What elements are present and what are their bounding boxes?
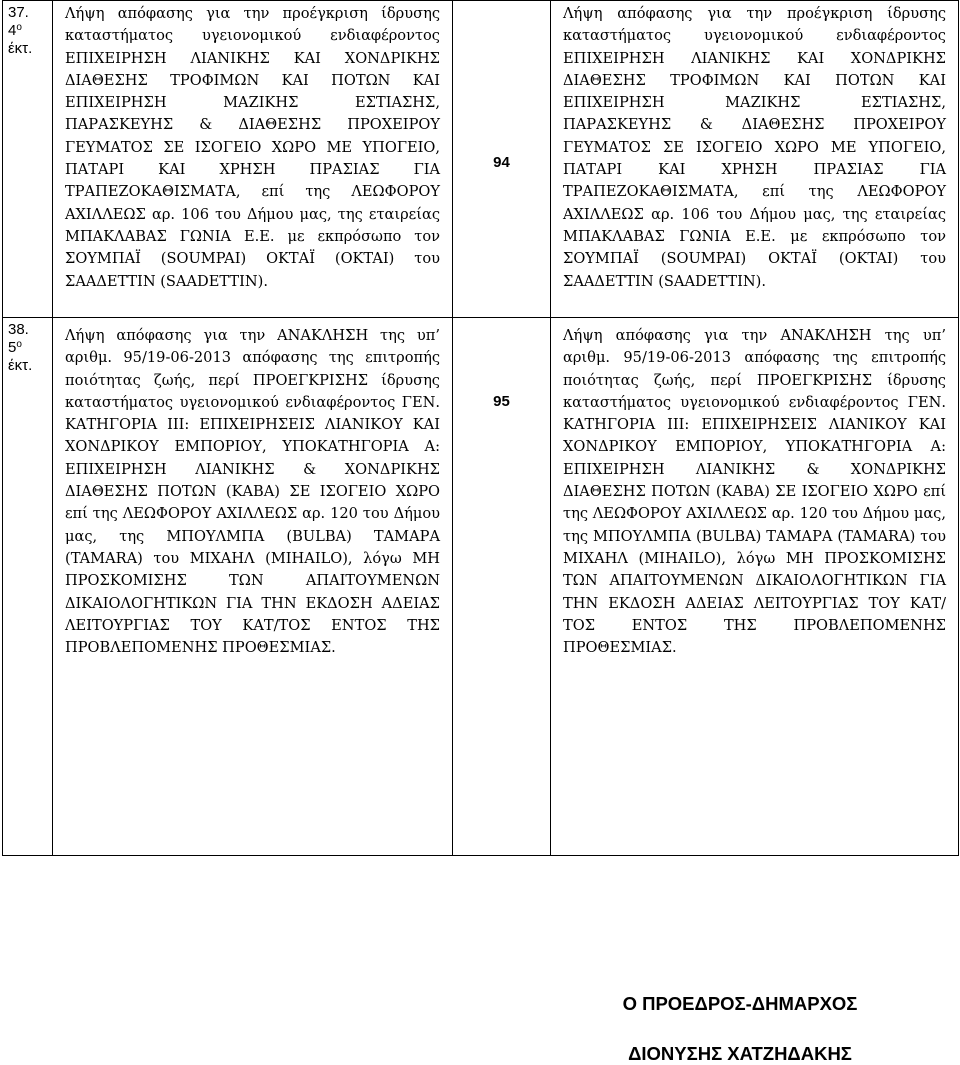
table-row (3, 318, 959, 856)
item-number-cell (3, 1, 53, 318)
day-number: 4 (8, 22, 17, 39)
day-ordinal-suffix: ο (16, 22, 22, 33)
signatory-title: Ο ΠΡΟΕΔΡΟΣ-ΔΗΜΑΡΧΟΣ (622, 993, 858, 1014)
decisions-table (2, 0, 959, 856)
signatory-name: ΔΙΟΝΥΣΗΣ ΧΑΤΖΗΔΑΚΗΣ (628, 1043, 852, 1064)
decision-text: Λήψη απόφασης για την ΑΝΑΚΛΗΣΗ της υπ’ αριθμ. 95/19-06-2013 απόφασης της επιτροπής ποιότητας ζωής, περί ΠΡΟΕΓΚΡΙΣΗΣ ίδρυσης καταστήματος υγειονομικού ενδιαφέροντος ΓΕΝ. ΚΑΤΗΓΟΡΙΑ ΙΙΙ: ΕΠΙΧΕΙΡΗΣΕΙΣ ΛΙΑΝΙΚΟΥ ΚΑΙ ΧΟΝΔΡΙΚΟΥ ΕΜΠΟΡΙΟΥ, ΥΠΟΚΑΤΗΓΟΡΙΑ Α: ΕΠΙΧΕΙΡΗΣΗ ΛΙΑΝΙΚΗΣ & ΧΟΝΔΡΙΚΗΣ ΔΙΑΘΕΣΗΣ ΠΟΤΩΝ (ΚΑΒΑ) ΣΕ ΙΣΟΓΕΙΟ ΧΩΡΟ επί της ΛΕΩΦΟΡΟΥ ΑΧΙΛΛΕΩΣ αρ. 120 του Δήμου μας, της ΜΠΟΥΛΜΠΑ (BULBA) ΤΑΜΑΡΑ (TAMARA) του ΜΙΧΑΗΛ (MIHAILO), λόγω ΜΗ ΠΡΟΣΚΟΜΙΣΗΣ ΤΩΝ ΑΠΑΙΤΟΥΜΕΝΩΝ ΔΙΚΑΙΟΛΟΓΗΤΙΚΩΝ ΓΙΑ ΤΗΝ ΕΚΔΟΣΗ ΑΔΕΙΑΣ ΛΕΙΤΟΥΡΓΙΑΣ ΤΟΥ ΚΑΤ/ΤΟΣ ΕΝΤΟΣ ΤΗΣ ΠΡΟΒΛΕΠΟΜΕΝΗΣ ΠΡΟΘΕΣΜΙΑΣ. (551, 318, 959, 856)
day-ordinal-suffix: ο (16, 339, 22, 350)
decision-number: 94 (493, 154, 510, 171)
item-subject: Λήψη απόφασης για την ΑΝΑΚΛΗΣΗ της υπ’ αριθμ. 95/19-06-2013 απόφασης της επιτροπής ποιότητας ζωής, περί ΠΡΟΕΓΚΡΙΣΗΣ ίδρυσης καταστήματος υγειονομικού ενδιαφέροντος ΓΕΝ. ΚΑΤΗΓΟΡΙΑ ΙΙΙ: ΕΠΙΧΕΙΡΗΣΕΙΣ ΛΙΑΝΙΚΟΥ ΚΑΙ ΧΟΝΔΡΙΚΟΥ ΕΜΠΟΡΙΟΥ, ΥΠΟΚΑΤΗΓΟΡΙΑ Α: ΕΠΙΧΕΙΡΗΣΗ ΛΙΑΝΙΚΗΣ & ΧΟΝΔΡΙΚΗΣ ΔΙΑΘΕΣΗΣ ΠΟΤΩΝ (ΚΑΒΑ) ΣΕ ΙΣΟΓΕΙΟ ΧΩΡΟ επί της ΛΕΩΦΟΡΟΥ ΑΧΙΛΛΕΩΣ αρ. 120 του Δήμου μας, της ΜΠΟΥΛΜΠΑ (BULBA) ΤΑΜΑΡΑ (TAMARA) του ΜΙΧΑΗΛ (MIHAILO), λόγω ΜΗ ΠΡΟΣΚΟΜΙΣΗΣ ΤΩΝ ΑΠΑΙΤΟΥΜΕΝΩΝ ΔΙΚΑΙΟΛΟΓΗΤΙΚΩΝ ΓΙΑ ΤΗΝ ΕΚΔΟΣΗ ΑΔΕΙΑΣ ΛΕΙΤΟΥΡΓΙΑΣ ΤΟΥ ΚΑΤ/ΤΟΣ ΕΝΤΟΣ ΤΗΣ ΠΡΟΒΛΕΠΟΜΕΝΗΣ ΠΡΟΘΕΣΜΙΑΣ. (53, 318, 453, 856)
decision-number: 95 (493, 393, 510, 410)
decision-number-cell (453, 318, 551, 856)
day-number: 5 (8, 339, 17, 356)
decision-number-cell (453, 1, 551, 318)
decision-text: Λήψη απόφασης για την προέγκριση ίδρυσης καταστήματος υγειονομικού ενδιαφέροντος ΕΠΙΧΕΙΡΗΣΗ ΛΙΑΝΙΚΗΣ ΚΑΙ ΧΟΝΔΡΙΚΗΣ ΔΙΑΘΕΣΗΣ ΤΡΟΦΙΜΩΝ ΚΑΙ ΠΟΤΩΝ ΚΑΙ ΕΠΙΧΕΙΡΗΣΗ ΜΑΖΙΚΗΣ ΕΣΤΙΑΣΗΣ, ΠΑΡΑΣΚΕΥΗΣ & ΔΙΑΘΕΣΗΣ ΠΡΟΧΕΙΡΟΥ ΓΕΥΜΑΤΟΣ ΣΕ ΙΣΟΓΕΙΟ ΧΩΡΟ ΜΕ ΥΠΟΓΕΙΟ, ΠΑΤΑΡΙ ΚΑΙ ΧΡΗΣΗ ΠΡΑΣΙΑΣ ΓΙΑ ΤΡΑΠΕΖΟΚΑΘΙΣΜΑΤΑ, επί της ΛΕΩΦΟΡΟΥ ΑΧΙΛΛΕΩΣ αρ. 106 του Δήμου μας, της εταιρείας ΜΠΑΚΛΑΒΑΣ ΓΩΝΙΑ Ε.Ε. με εκπρόσωπο τον ΣΟΥΜΠΑΪ (SOUMPAI) ΟΚΤΑΪ (OKTAI) του ΣΑΑΔΕΤΤΙΝ (SAADETTIN). (551, 1, 959, 318)
day-label: έκτ. (8, 357, 33, 374)
item-number: 38. (8, 321, 29, 338)
day-label: έκτ. (8, 40, 33, 57)
item-subject: Λήψη απόφασης για την προέγκριση ίδρυσης καταστήματος υγειονομικού ενδιαφέροντος ΕΠΙΧΕΙΡΗΣΗ ΛΙΑΝΙΚΗΣ ΚΑΙ ΧΟΝΔΡΙΚΗΣ ΔΙΑΘΕΣΗΣ ΤΡΟΦΙΜΩΝ ΚΑΙ ΠΟΤΩΝ ΚΑΙ ΕΠΙΧΕΙΡΗΣΗ ΜΑΖΙΚΗΣ ΕΣΤΙΑΣΗΣ, ΠΑΡΑΣΚΕΥΗΣ & ΔΙΑΘΕΣΗΣ ΠΡΟΧΕΙΡΟΥ ΓΕΥΜΑΤΟΣ ΣΕ ΙΣΟΓΕΙΟ ΧΩΡΟ ΜΕ ΥΠΟΓΕΙΟ, ΠΑΤΑΡΙ ΚΑΙ ΧΡΗΣΗ ΠΡΑΣΙΑΣ ΓΙΑ ΤΡΑΠΕΖΟΚΑΘΙΣΜΑΤΑ, επί της ΛΕΩΦΟΡΟΥ ΑΧΙΛΛΕΩΣ αρ. 106 του Δήμου μας, της εταιρείας ΜΠΑΚΛΑΒΑΣ ΓΩΝΙΑ Ε.Ε. με εκπρόσωπο τον ΣΟΥΜΠΑΪ (SOUMPAI) ΟΚΤΑΪ (OKTAI) του ΣΑΑΔΕΤΤΙΝ (SAADETTIN). (53, 1, 453, 318)
day-ordinal (8, 22, 52, 40)
item-number: 37. (8, 4, 29, 21)
table-row (3, 1, 959, 318)
day-ordinal (8, 339, 52, 357)
item-number-cell (3, 318, 53, 856)
